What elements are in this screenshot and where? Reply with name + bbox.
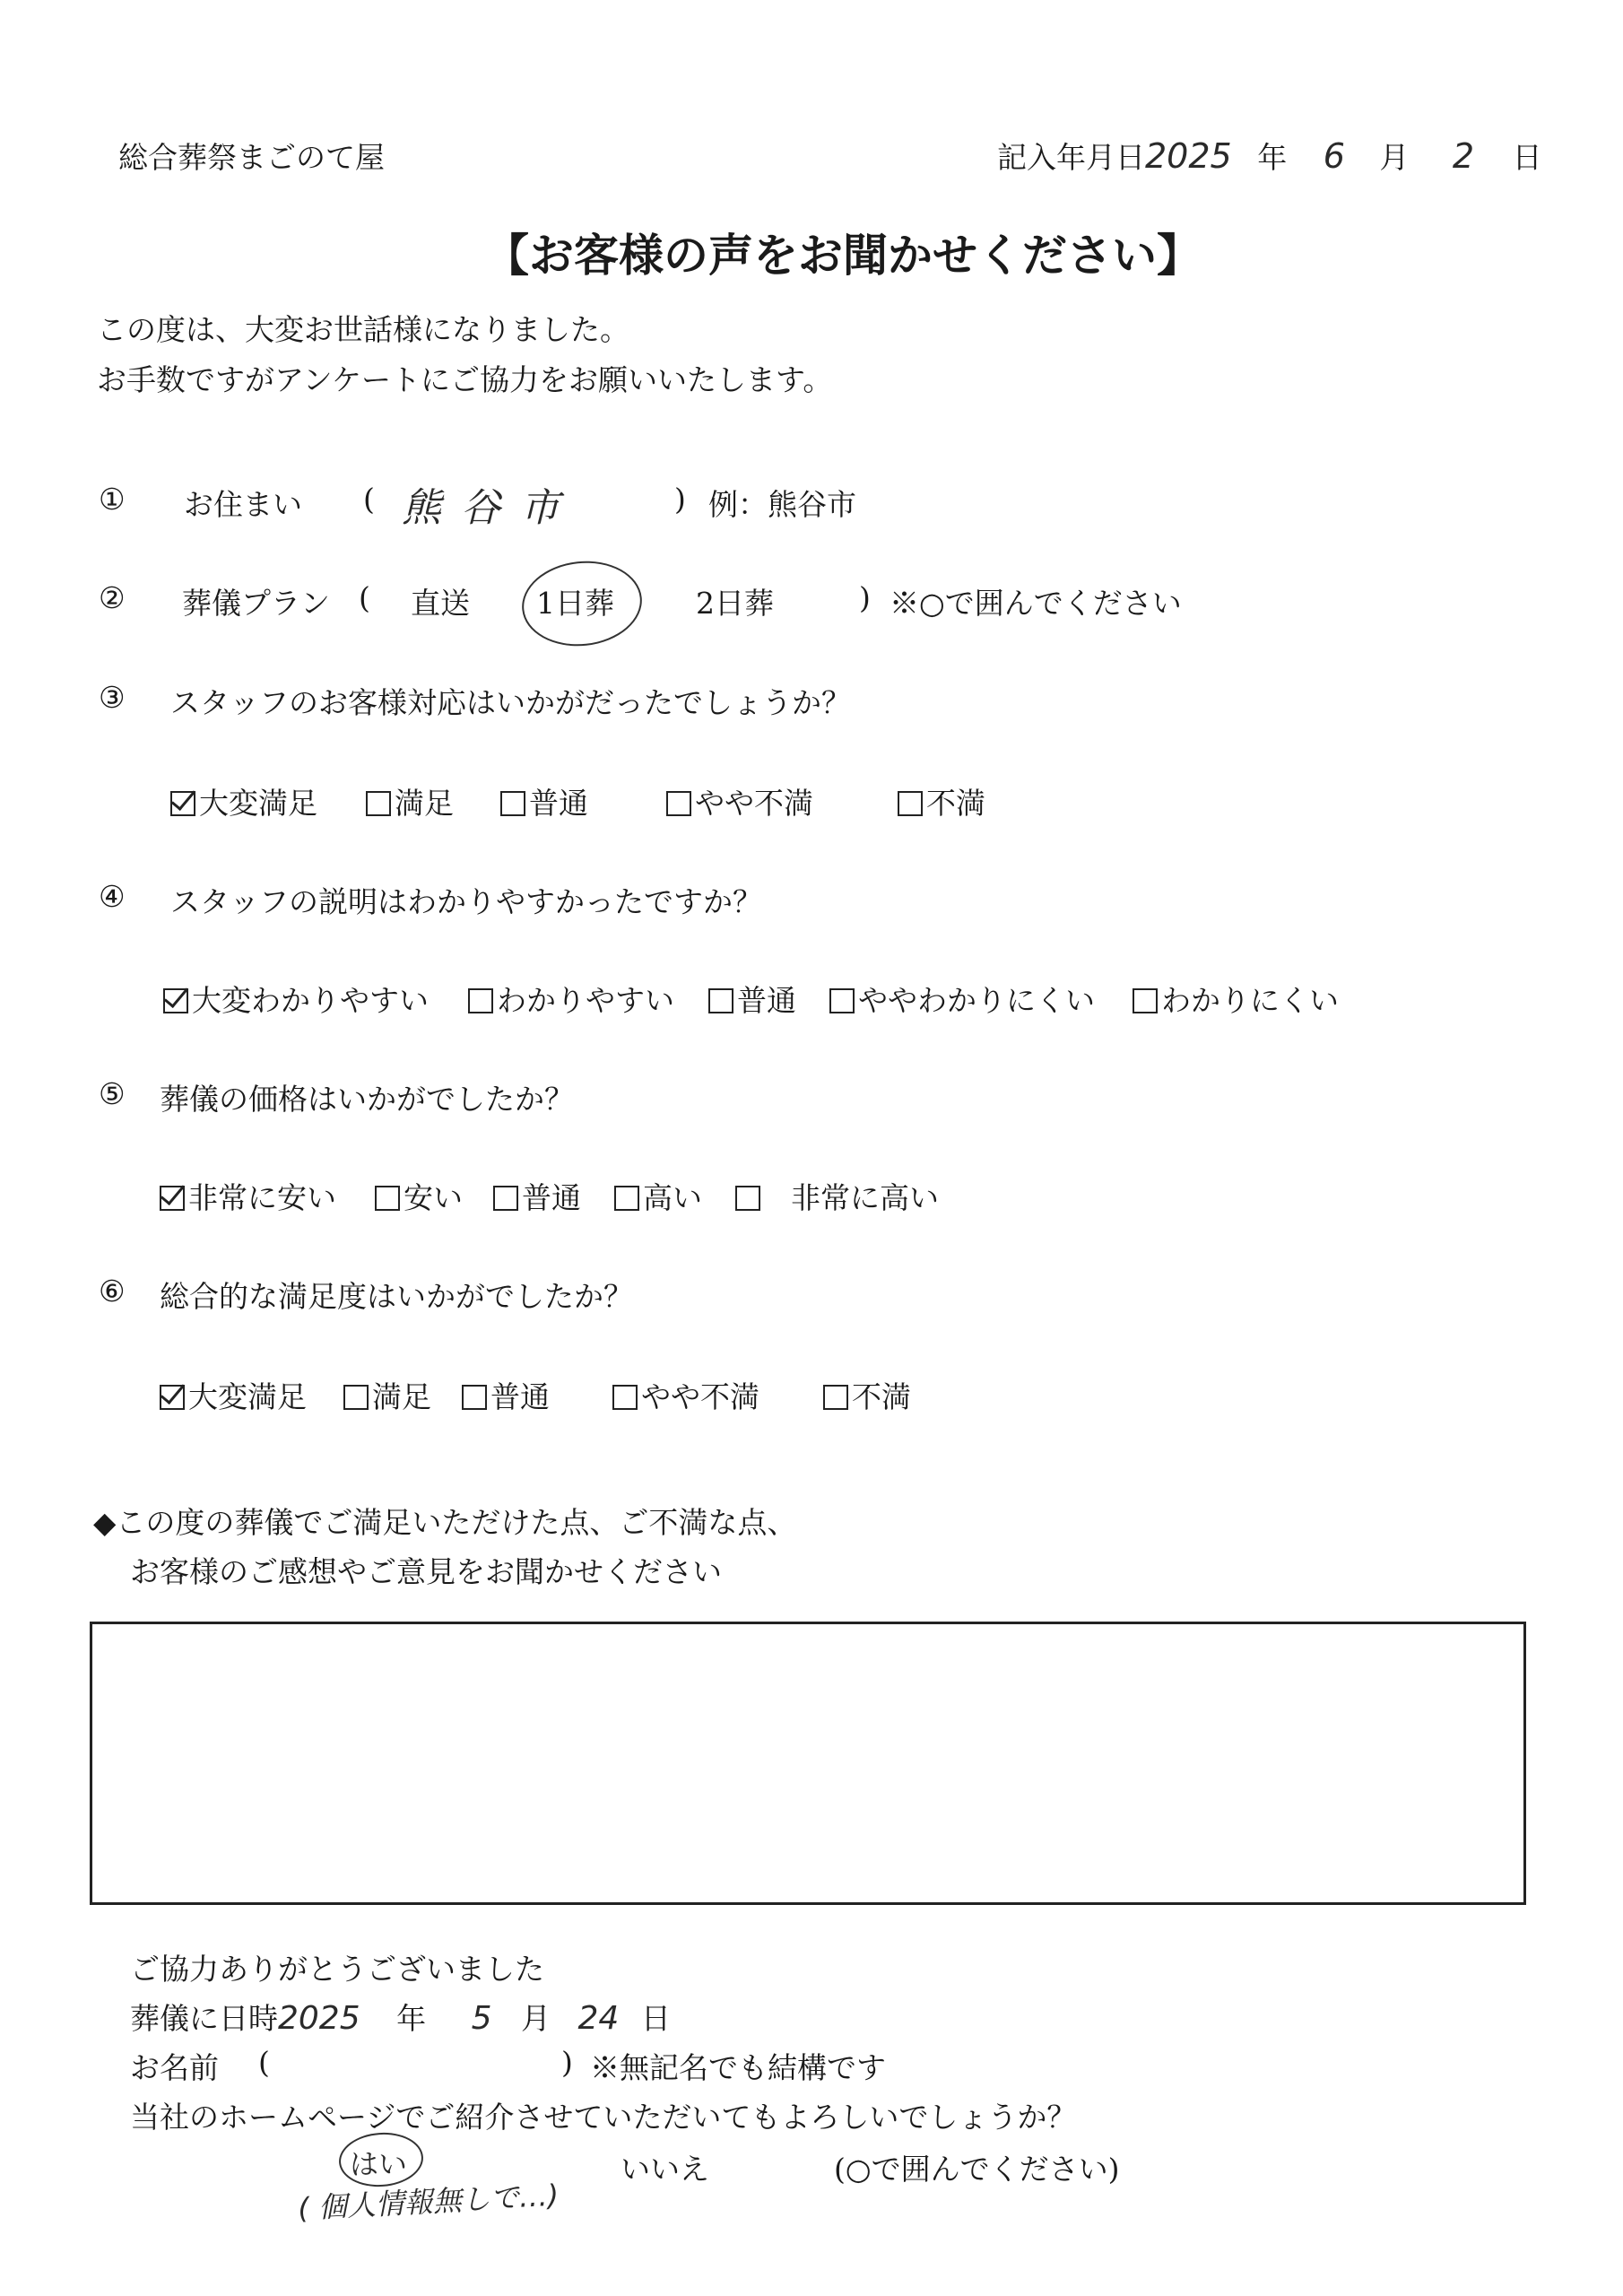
q2-close-paren: ) xyxy=(859,580,871,615)
checkbox[interactable] xyxy=(823,1385,848,1410)
checkbox[interactable] xyxy=(735,1186,760,1211)
q2-option-two-day[interactable]: 2日葬 xyxy=(696,586,774,621)
q6-option[interactable]: 大変満足 xyxy=(160,1374,343,1416)
yes-remark-handwritten: ( 個人情報無しで…) xyxy=(297,2178,560,2226)
q2-option-one-day[interactable]: 1日葬 xyxy=(536,586,614,621)
page-title: 【お客様の声をお聞かせください】 xyxy=(484,230,1202,282)
homepage-question: 当社のホームページでご紹介させていただいてもよろしいでしょうか？ xyxy=(130,2100,1077,2135)
q4-question: スタッフの説明はわかりやすかったですか？ xyxy=(170,884,762,919)
answer-yes[interactable]: はい xyxy=(350,2147,408,2181)
q6-option[interactable]: 不満 xyxy=(823,1374,911,1416)
q3-option[interactable]: 普通 xyxy=(500,780,666,822)
q6-number: ⑥ xyxy=(99,1274,126,1309)
entry-month[interactable]: 6 xyxy=(1323,136,1345,176)
q5-option[interactable]: 普通 xyxy=(493,1175,614,1217)
name-note: ※無記名でも結構です xyxy=(590,2050,886,2085)
checkbox[interactable] xyxy=(898,791,923,816)
q3-options xyxy=(170,780,985,822)
entry-day[interactable]: 2 xyxy=(1452,136,1475,176)
q6-options xyxy=(160,1374,911,1416)
q3-option[interactable]: 満足 xyxy=(366,780,500,822)
q5-number: ⑤ xyxy=(99,1076,126,1111)
q6-option[interactable]: 満足 xyxy=(343,1374,462,1416)
selected-circle-mark xyxy=(517,555,646,651)
checkbox[interactable] xyxy=(170,791,195,816)
q2-label: 葬儀プラン xyxy=(182,586,330,621)
checkbox[interactable] xyxy=(708,988,733,1013)
checkbox[interactable] xyxy=(343,1385,369,1410)
q4-option[interactable]: 大変わかりやすい xyxy=(163,978,468,1020)
funeral-year-unit: 年 xyxy=(396,2001,427,2036)
q4-option[interactable]: わかりにくい xyxy=(1133,978,1339,1020)
checkbox[interactable] xyxy=(666,791,691,816)
funeral-date xyxy=(130,1996,671,2038)
q4-option[interactable]: ややわかりにくい xyxy=(829,978,1133,1020)
checkbox[interactable] xyxy=(468,988,493,1013)
checkbox[interactable] xyxy=(612,1385,638,1410)
entry-year[interactable]: 2025 xyxy=(1145,136,1232,176)
q3-number: ③ xyxy=(99,680,126,715)
checkbox[interactable] xyxy=(829,988,855,1013)
q4-option[interactable]: 普通 xyxy=(708,978,829,1020)
q1-address-value[interactable]: 熊谷市 xyxy=(402,485,579,531)
q5-option[interactable]: 安い xyxy=(375,1175,493,1217)
checkbox[interactable] xyxy=(493,1186,518,1211)
entry-day-unit: 日 xyxy=(1512,140,1542,175)
comment-prompt-line-2: お客様のご感想やご意見をお聞かせください xyxy=(130,1554,722,1589)
q3-option[interactable]: 大変満足 xyxy=(170,780,366,822)
funeral-day-unit: 日 xyxy=(640,2001,671,2036)
name-label: お名前 xyxy=(130,2050,219,2085)
entry-month-unit: 月 xyxy=(1379,140,1410,175)
q1-label: お住まい xyxy=(184,487,302,522)
checkbox[interactable] xyxy=(163,988,188,1013)
q4-option[interactable]: わかりやすい xyxy=(468,978,708,1020)
entry-date-label: 記入年月日 xyxy=(997,140,1145,175)
entry-date xyxy=(997,135,1542,177)
company-name: 総合葬祭まごのて屋 xyxy=(118,140,385,175)
q5-question: 葬儀の価格はいかがでしたか？ xyxy=(160,1082,574,1117)
funeral-month[interactable]: 5 xyxy=(471,2000,492,2037)
funeral-date-label: 葬儀に日時 xyxy=(130,2001,278,2036)
q2-open-paren: ( xyxy=(359,580,370,615)
q5-option[interactable]: 高い xyxy=(614,1175,735,1217)
q5-option[interactable]: 非常に高い xyxy=(735,1175,939,1217)
circle-instruction: (○で囲んでください) xyxy=(834,2152,1120,2187)
q2-option-direct[interactable]: 直送 xyxy=(411,586,470,621)
funeral-day[interactable]: 24 xyxy=(577,2000,620,2037)
q6-question: 総合的な満足度はいかがでしたか？ xyxy=(160,1279,633,1314)
q2-note: ※○で囲んでください xyxy=(890,586,1182,621)
funeral-month-unit: 月 xyxy=(521,2001,551,2036)
checkbox[interactable] xyxy=(1133,988,1158,1013)
q5-option[interactable]: 非常に安い xyxy=(160,1175,375,1217)
intro-line-1: この度は、大変お世話様になりました。 xyxy=(97,312,629,347)
checkbox[interactable] xyxy=(366,791,391,816)
q1-open-paren: ( xyxy=(363,482,375,517)
name-open-paren: ( xyxy=(258,2045,270,2080)
q3-option[interactable]: やや不満 xyxy=(666,780,898,822)
name-field[interactable] xyxy=(287,2045,556,2081)
q6-option[interactable]: 普通 xyxy=(462,1374,612,1416)
answer-no[interactable]: いいえ xyxy=(621,2152,709,2187)
q3-option[interactable]: 不満 xyxy=(898,780,985,822)
checkbox[interactable] xyxy=(500,791,525,816)
q3-question: スタッフのお客様対応はいかがだったでしょうか？ xyxy=(170,685,851,720)
checkbox[interactable] xyxy=(614,1186,639,1211)
checkbox[interactable] xyxy=(160,1385,185,1410)
funeral-year[interactable]: 2025 xyxy=(278,2000,360,2037)
q1-example: 例：熊谷市 xyxy=(708,487,856,522)
thanks-text: ご協力ありがとうございました xyxy=(130,1952,544,1987)
checkbox[interactable] xyxy=(160,1186,185,1211)
q5-options xyxy=(160,1175,939,1217)
q1-number: ① xyxy=(99,482,126,517)
q2-number: ② xyxy=(99,580,126,615)
entry-year-unit: 年 xyxy=(1257,140,1288,175)
checkbox[interactable] xyxy=(462,1385,487,1410)
comment-textarea[interactable] xyxy=(90,1622,1526,1905)
comment-prompt-line-1: ◆この度の葬儀でご満足いただけた点、ご不満な点、 xyxy=(93,1505,797,1540)
name-close-paren: ) xyxy=(561,2045,573,2080)
checkbox[interactable] xyxy=(375,1186,400,1211)
q4-options xyxy=(163,978,1339,1020)
q1-close-paren: ) xyxy=(674,482,686,517)
q4-number: ④ xyxy=(99,879,126,914)
q6-option[interactable]: やや不満 xyxy=(612,1374,823,1416)
intro-line-2: お手数ですがアンケートにご協力をお願いいたします。 xyxy=(97,362,833,397)
